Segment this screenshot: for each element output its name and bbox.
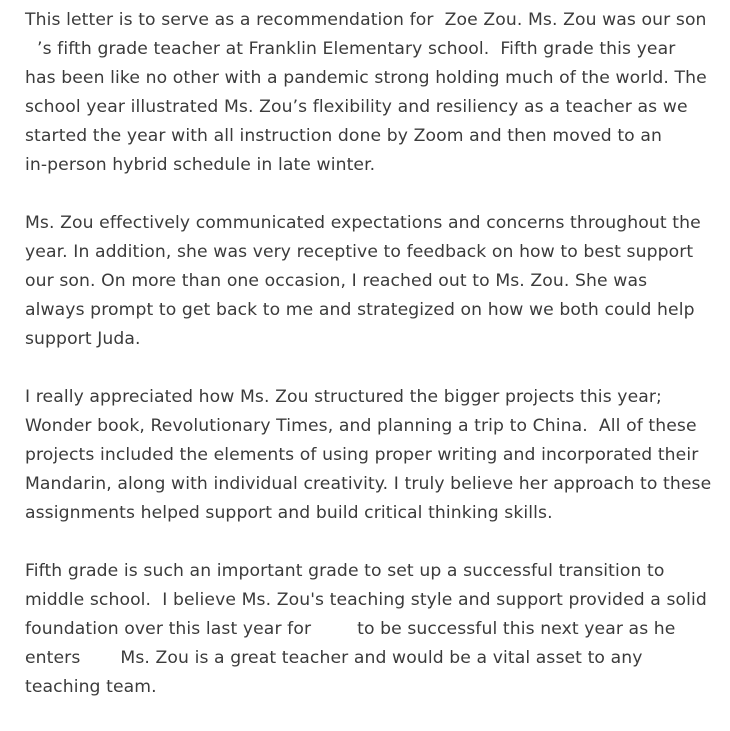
text-line: Mandarin, along with individual creativity. I truly believe her approach to these [25,474,712,494]
text-line: assignments helped support and build critical thinking skills. [25,503,553,523]
text-line: ’s fifth grade teacher at Franklin Elementary school. Fifth grade this year [25,35,725,64]
text-line: always prompt to get back to me and strategized on how we both could help [25,300,695,320]
redacted-name [25,42,37,56]
text-line: projects included the elements of using proper writing and incorporated their [25,445,699,465]
paragraph-4 [25,557,725,702]
redacted-name [311,622,357,636]
text-line: teaching team. [25,677,157,697]
paragraph-1 [25,6,725,180]
text-line: This letter is to serve as a recommendation for Zoe Zou. Ms. Zou was our son [25,10,707,30]
text-line: Ms. Zou effectively communicated expectations and concerns throughout the [25,213,701,233]
text-line: in-person hybrid schedule in late winter. [25,155,376,175]
text-line: has been like no other with a pandemic strong holding much of the world. The [25,68,707,88]
text-line: started the year with all instruction done by Zoom and then moved to an [25,126,662,146]
text-line: year. In addition, she was very receptive to feedback on how to best support [25,242,694,262]
text-line: I really appreciated how Ms. Zou structured the bigger projects this year; [25,387,662,407]
text-line: middle school. I believe Ms. Zou's teaching style and support provided a solid [25,590,707,610]
text-line: our son. On more than one occasion, I reached out to Ms. Zou. She was [25,271,648,291]
paragraph-3 [25,383,725,528]
text-line: Fifth grade is such an important grade to set up a successful transition to [25,561,665,581]
text-line: school year illustrated Ms. Zou’s flexibility and resiliency as a teacher as we [25,97,688,117]
text-line: Wonder book, Revolutionary Times, and planning a trip to China. All of these [25,416,697,436]
text-line: support Juda. [25,329,141,349]
redacted-school [80,651,120,665]
text-line: enters Ms. Zou is a great teacher and would be a vital asset to any [25,648,643,668]
text-line: foundation over this last year for to be successful this next year as he [25,619,676,639]
paragraph-2 [25,209,725,354]
recommendation-letter [25,6,725,731]
